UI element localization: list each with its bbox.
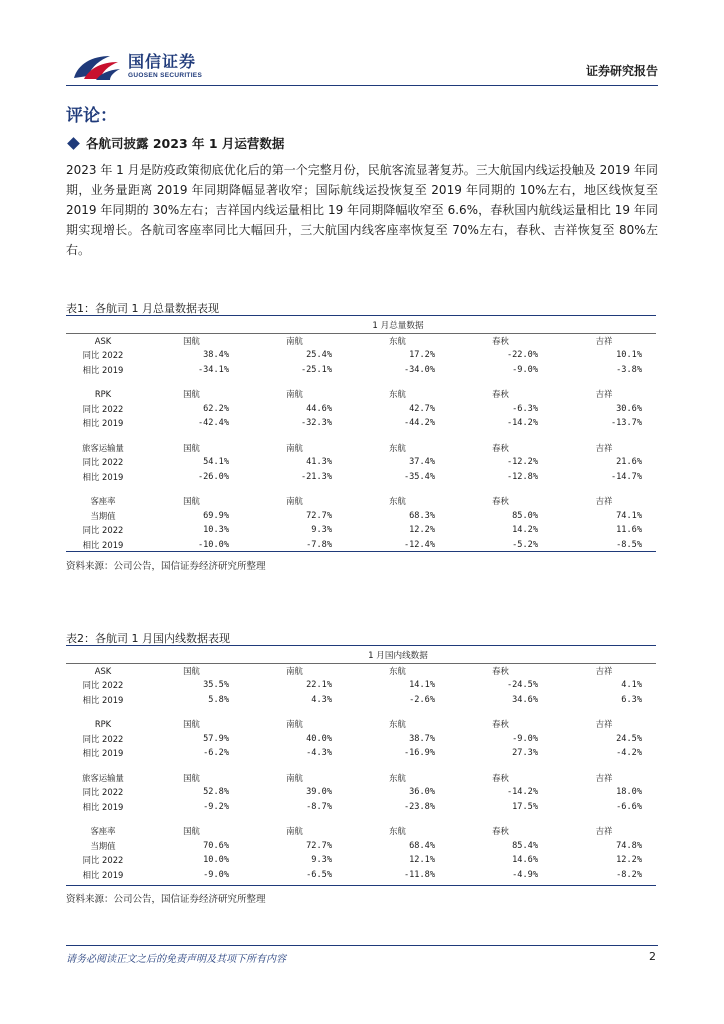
row-label: 相比 2019 [82,471,124,482]
table-cell: 34.6% [512,694,538,705]
table-cell: -11.8% [403,869,435,880]
row-label: 相比 2019 [82,801,124,812]
table-cell: -14.7% [610,471,642,482]
airline-header: 吉祥 [595,826,613,837]
table-cell: -9.0% [512,733,538,744]
airline-header: 春秋 [492,665,509,676]
table-cell: -5.2% [512,539,538,550]
metric-title: RPK [94,389,112,400]
row-label: 相比 2019 [82,869,124,880]
table-cell: 18.0% [616,787,642,798]
section-title: 评论： [66,106,117,126]
table-cell: -9.2% [203,801,229,812]
header-divider [66,85,658,86]
footer-divider [66,945,658,946]
table-cell: -14.2% [506,418,538,429]
table-cell: 74.1% [616,510,642,521]
airline-header: 东航 [389,665,406,676]
table-cell: 39.0% [306,787,332,798]
airline-header: 南航 [286,826,303,837]
table-group-header-row [66,771,656,786]
airline-header: 国航 [183,335,200,346]
airline-header: 东航 [389,335,406,346]
table-cell: -32.3% [300,418,332,429]
row-label: 当期值 [90,840,116,851]
table-cell: -4.2% [616,748,642,759]
table-row [66,363,656,378]
table-cell: -9.0% [512,364,538,375]
table-row [66,785,656,800]
table-group-header-row [66,441,656,456]
table-banner-title: 1 月总量数据 [140,318,656,333]
table-cell: -8.7% [306,801,332,812]
table-row [66,746,656,761]
logo-english-name: GUOSEN SECURITIES [128,72,203,79]
table-row [66,348,656,363]
table-cell: 38.7% [409,733,435,744]
table-cell: 70.6% [203,840,229,851]
table-cell: -35.4% [403,471,435,482]
table2-top-rule [66,645,656,646]
table-row [66,800,656,815]
airline-header: 南航 [286,442,303,453]
airline-header: 春秋 [492,719,509,730]
airline-header: 吉祥 [595,665,613,676]
table-cell: -12.4% [403,539,435,550]
table-cell: 36.0% [409,787,435,798]
table-cell: 9.3% [311,855,332,866]
table-row [66,839,656,854]
airline-header: 国航 [183,719,200,730]
airline-header: 春秋 [492,496,509,507]
row-label: 相比 2019 [82,418,124,429]
airline-header: 南航 [286,496,303,507]
metric-title: RPK [94,719,112,730]
table-spacer-row [66,377,656,387]
airline-header: 南航 [286,772,303,783]
table-cell: 52.8% [203,787,229,798]
table-cell: -26.0% [197,471,229,482]
row-label: 同比 2022 [82,403,124,414]
table-cell: -6.2% [203,748,229,759]
subsection-heading [66,134,284,152]
airline-header: 东航 [389,719,406,730]
airline-header: 南航 [286,389,303,400]
table-cell: 22.1% [306,680,332,691]
metric-title: 客座率 [90,496,116,507]
logo-chinese-name: 国信证券 [128,52,197,71]
table-cell: 41.3% [306,457,332,468]
table1-top-rule [66,315,656,316]
table-cell: 12.1% [409,855,435,866]
table-cell: -13.7% [610,418,642,429]
airline-header: 国航 [183,772,200,783]
report-type-label: 证券研究报告 [585,64,658,78]
table-row [66,693,656,708]
table-cell: -42.4% [197,418,229,429]
table-cell: 44.6% [306,403,332,414]
table-cell: 35.5% [203,680,229,691]
table-cell: -24.5% [506,680,538,691]
table-cell: -34.0% [403,364,435,375]
guosen-logo-icon [70,52,122,82]
table-cell: -12.8% [506,471,538,482]
table-spacer-row [66,707,656,717]
table-cell: 10.3% [203,525,229,536]
metric-title: ASK [94,665,112,676]
table-cell: -23.8% [403,801,435,812]
table1-source: 资料来源：公司公告，国信证券经济研究所整理 [66,561,266,572]
table-group-header-row [66,494,656,509]
table-row [66,868,656,883]
row-label: 同比 2022 [82,855,124,866]
table-row [66,853,656,868]
table-spacer-row [66,431,656,441]
table-row [66,732,656,747]
table-spacer-row [66,761,656,771]
airline-header: 春秋 [492,442,509,453]
table-cell: 21.6% [616,457,642,468]
table-banner-row [66,648,656,663]
row-label: 同比 2022 [82,680,124,691]
table-row [66,538,656,553]
table-banner-title: 1 月国内线数据 [140,648,656,663]
table-cell: 72.7% [306,510,332,521]
row-label: 当期值 [90,510,116,521]
table-cell: 74.8% [616,840,642,851]
table-cell: 14.6% [512,855,538,866]
table-cell: 85.0% [512,510,538,521]
table-cell: 85.4% [512,840,538,851]
table-spacer-row [66,814,656,824]
table-cell: -34.1% [197,364,229,375]
table-cell: 12.2% [409,525,435,536]
table-cell: -12.2% [506,457,538,468]
table-cell: 38.4% [203,350,229,361]
table2-source: 资料来源：公司公告，国信证券经济研究所整理 [66,894,266,905]
table-cell: -22.0% [506,350,538,361]
airline-header: 吉祥 [595,719,613,730]
table-cell: -6.6% [616,801,642,812]
table2-bottom-rule [66,885,656,886]
table-cell: 4.1% [621,680,642,691]
table-cell: 5.8% [208,694,229,705]
airline-header: 南航 [286,719,303,730]
table-cell: -21.3% [300,471,332,482]
table-cell: 40.0% [306,733,332,744]
airline-header: 春秋 [492,389,509,400]
airline-header: 春秋 [492,772,509,783]
table-cell: -8.2% [616,869,642,880]
airline-header: 吉祥 [595,389,613,400]
row-label: 相比 2019 [82,539,124,550]
subsection-title: 各航司披露 2023 年 1 月运营数据 [86,136,285,151]
row-label: 同比 2022 [82,733,124,744]
airline-header: 东航 [389,826,406,837]
table-row [66,678,656,693]
table-cell: 37.4% [409,457,435,468]
airline-header: 东航 [389,496,406,507]
table-cell: 14.1% [409,680,435,691]
table-cell: -2.6% [409,694,435,705]
table1-bottom-rule [66,551,656,552]
table-cell: 68.4% [409,840,435,851]
airline-header: 春秋 [492,335,509,346]
row-label: 同比 2022 [82,787,124,798]
table-cell: -9.0% [203,869,229,880]
table-row [66,509,656,524]
table-cell: -44.2% [403,418,435,429]
airline-header: 春秋 [492,826,509,837]
table-group-header-row [66,333,656,348]
airline-header: 吉祥 [595,335,613,346]
table-cell: -3.8% [616,364,642,375]
table-cell: 14.2% [512,525,538,536]
table-row [66,455,656,470]
row-label: 同比 2022 [82,525,124,536]
airline-header: 南航 [286,335,303,346]
table-cell: 12.2% [616,855,642,866]
row-label: 相比 2019 [82,694,124,705]
table-group-header-row [66,387,656,402]
diamond-bullet-icon [67,137,80,150]
table-row [66,416,656,431]
table1 [66,318,656,552]
metric-title: 旅客运输量 [82,772,124,783]
table-cell: 11.6% [616,525,642,536]
table-cell: 4.3% [311,694,332,705]
airline-header: 吉祥 [595,772,613,783]
table-group-header-row [66,717,656,732]
table-cell: 17.2% [409,350,435,361]
row-label: 相比 2019 [82,364,124,375]
table-cell: 9.3% [311,525,332,536]
row-label: 同比 2022 [82,457,124,468]
airline-header: 国航 [183,665,200,676]
airline-header: 东航 [389,442,406,453]
table-cell: 30.6% [616,403,642,414]
table-cell: 57.9% [203,733,229,744]
table-cell: 72.7% [306,840,332,851]
table-cell: -8.5% [616,539,642,550]
table2 [66,648,656,882]
guosen-logo [70,50,230,84]
airline-header: 国航 [183,826,200,837]
metric-title: ASK [94,335,112,346]
table-cell: 17.5% [512,801,538,812]
table-cell: -6.5% [306,869,332,880]
table-cell: -4.3% [306,748,332,759]
table-banner-row [66,318,656,333]
page-header [66,48,658,86]
table-cell: 6.3% [621,694,642,705]
airline-header: 国航 [183,389,200,400]
table-cell: -16.9% [403,748,435,759]
table-cell: -14.2% [506,787,538,798]
metric-title: 客座率 [90,826,116,837]
table-cell: 10.0% [203,855,229,866]
table-cell: -10.0% [197,539,229,550]
page-number: 2 [649,950,656,963]
row-label: 相比 2019 [82,748,124,759]
table-cell: 27.3% [512,748,538,759]
table-cell: 69.9% [203,510,229,521]
table-row [66,470,656,485]
table-group-header-row [66,824,656,839]
airline-header: 吉祥 [595,496,613,507]
table2-caption: 表2：各航司 1 月国内线数据表现 [66,632,230,645]
table-group-header-row [66,663,656,678]
metric-title: 旅客运输量 [82,442,124,453]
table-cell: 10.1% [616,350,642,361]
commentary-paragraph: 2023 年 1 月是防疫政策彻底优化后的第一个完整月份，民航客流显著复苏。三大航国内线运投触及 2019 年同期，业务量距离 2019 年同期降幅显著收窄；国际航线运投恢复至 2019 年同期的 10%左右，地区线恢复至 2019 年同期的 30%左右；吉祥国内线运量相比 19 年同期降幅收窄至 6.6%，春秋国内航线运量相比 19 年同期实现增长。各航司客座率同比大幅回升，三大航国内线客座率恢复至 70%左右，春秋、吉祥恢复至 80%左右。 [66,163,658,257]
table-row [66,523,656,538]
airline-header: 东航 [389,389,406,400]
table-cell: 42.7% [409,403,435,414]
table1-caption: 表1：各航司 1 月总量数据表现 [66,302,219,315]
airline-header: 吉祥 [595,442,613,453]
table-spacer-row [66,484,656,494]
table-cell: -7.8% [306,539,332,550]
airline-header: 东航 [389,772,406,783]
table-cell: 54.1% [203,457,229,468]
airline-header: 国航 [183,442,200,453]
row-label: 同比 2022 [82,350,124,361]
footer-disclaimer: 请务必阅读正文之后的免责声明及其项下所有内容 [66,954,286,965]
table-cell: -25.1% [300,364,332,375]
airline-header: 国航 [183,496,200,507]
table-cell: 62.2% [203,403,229,414]
table-cell: 24.5% [616,733,642,744]
table-cell: 25.4% [306,350,332,361]
table-cell: -6.3% [512,403,538,414]
table-cell: 68.3% [409,510,435,521]
airline-header: 南航 [286,665,303,676]
table-cell: -4.9% [512,869,538,880]
table-row [66,402,656,417]
